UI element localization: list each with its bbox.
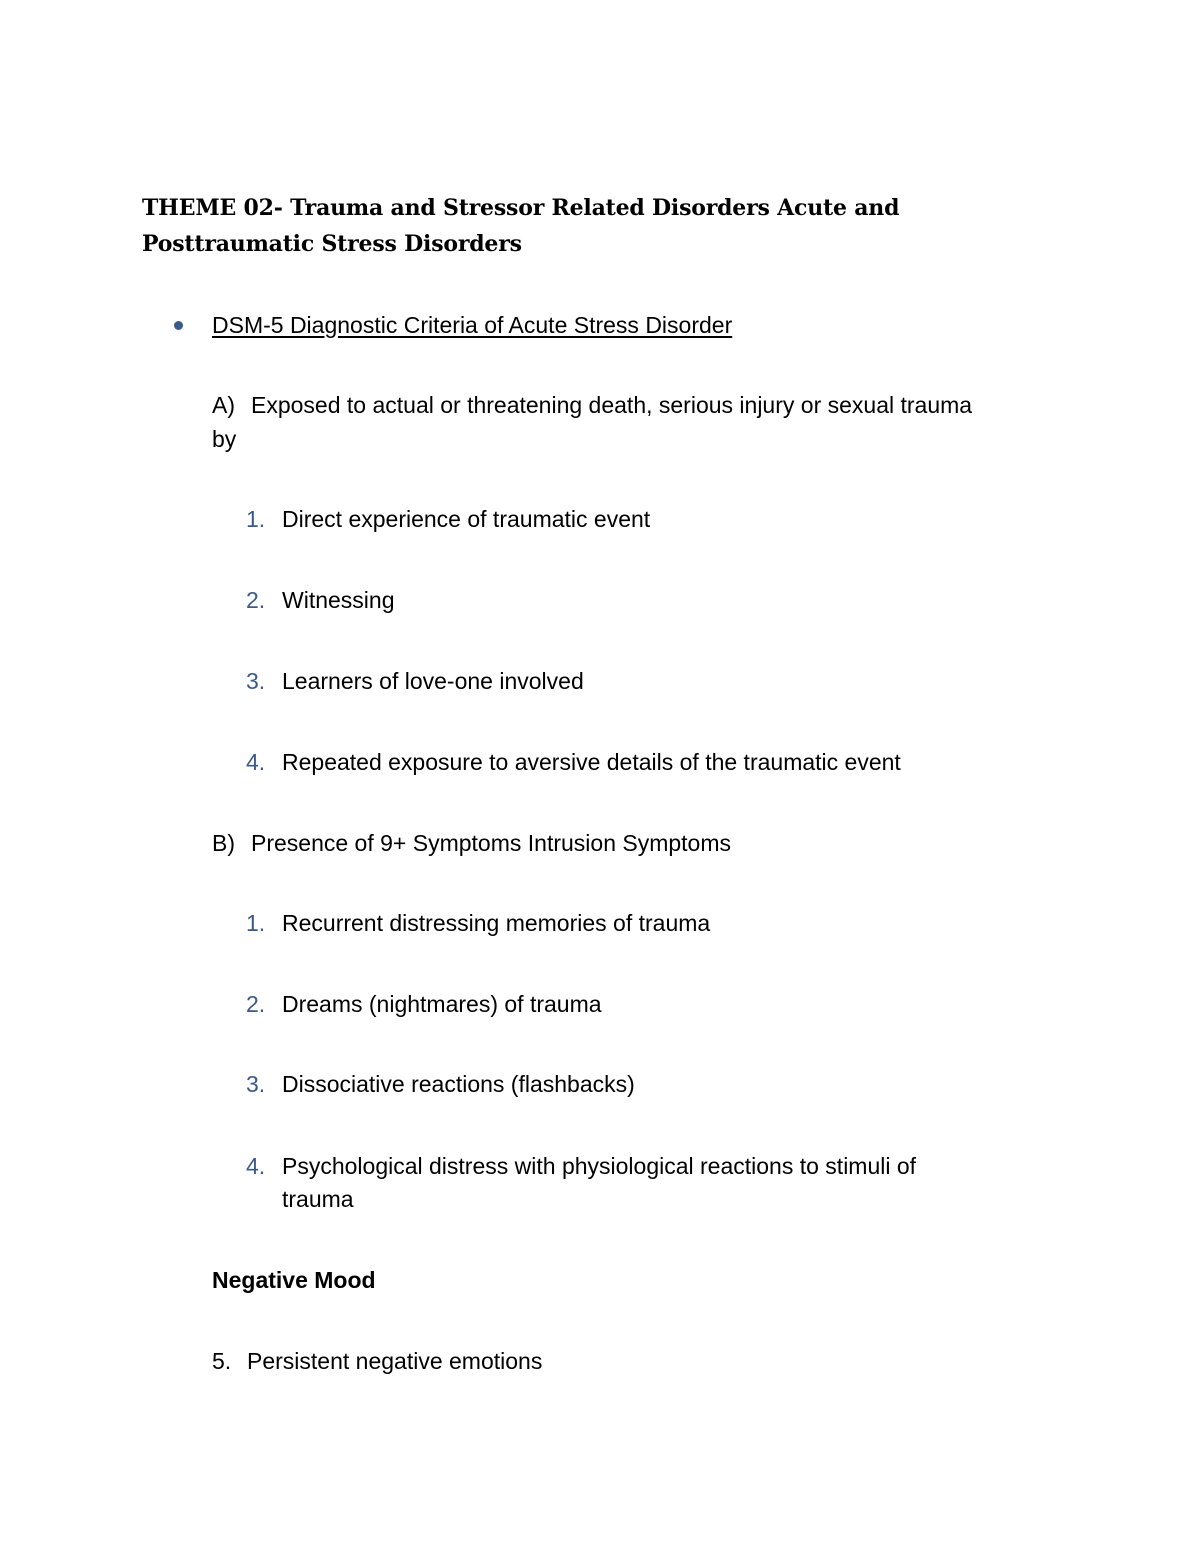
list-number: 2.	[246, 587, 266, 613]
document-title	[142, 190, 1042, 262]
criterion-a-marker: A)	[212, 392, 235, 418]
list-number: 3.	[246, 1071, 266, 1097]
list-item: Repeated exposure to aversive details of the traumatic event	[282, 749, 901, 775]
list-item: Direct experience of traumatic event	[282, 506, 651, 532]
negative-mood-heading: Negative Mood	[212, 1267, 376, 1293]
list-number: 4.	[246, 749, 266, 775]
criterion-b-text: Presence of 9+ Symptoms Intrusion Symptoms	[251, 830, 732, 856]
list-item: Recurrent distressing memories of trauma	[282, 910, 711, 936]
title-line-2: Posttraumatic Stress Disorders	[142, 231, 522, 257]
list-item: Witnessing	[282, 587, 395, 613]
list-number: 1.	[246, 506, 266, 532]
list-item: Learners of love-one involved	[282, 668, 584, 694]
list-item: Persistent negative emotions	[247, 1348, 543, 1374]
section-heading: DSM-5 Diagnostic Criteria of Acute Stress Disorder	[212, 312, 733, 338]
bullet-icon	[174, 321, 183, 330]
list-item: Dreams (nightmares) of trauma	[282, 991, 602, 1017]
criterion-a-text-line-1: Exposed to actual or threatening death, serious injury or sexual trauma	[251, 392, 973, 418]
list-item-continued: trauma	[282, 1186, 354, 1212]
list-number: 4.	[246, 1153, 266, 1179]
list-number: 2.	[246, 991, 266, 1017]
criterion-b-marker: B)	[212, 830, 235, 856]
list-item: Dissociative reactions (flashbacks)	[282, 1071, 635, 1097]
list-item: Psychological distress with physiological reactions to stimuli of	[282, 1153, 917, 1179]
criterion-a-text-line-2: by	[212, 426, 237, 452]
title-line-1: THEME 02- Trauma and Stressor Related Disorders Acute and	[142, 195, 900, 221]
list-number: 5.	[212, 1348, 232, 1374]
list-number: 1.	[246, 910, 266, 936]
list-number: 3.	[246, 668, 266, 694]
